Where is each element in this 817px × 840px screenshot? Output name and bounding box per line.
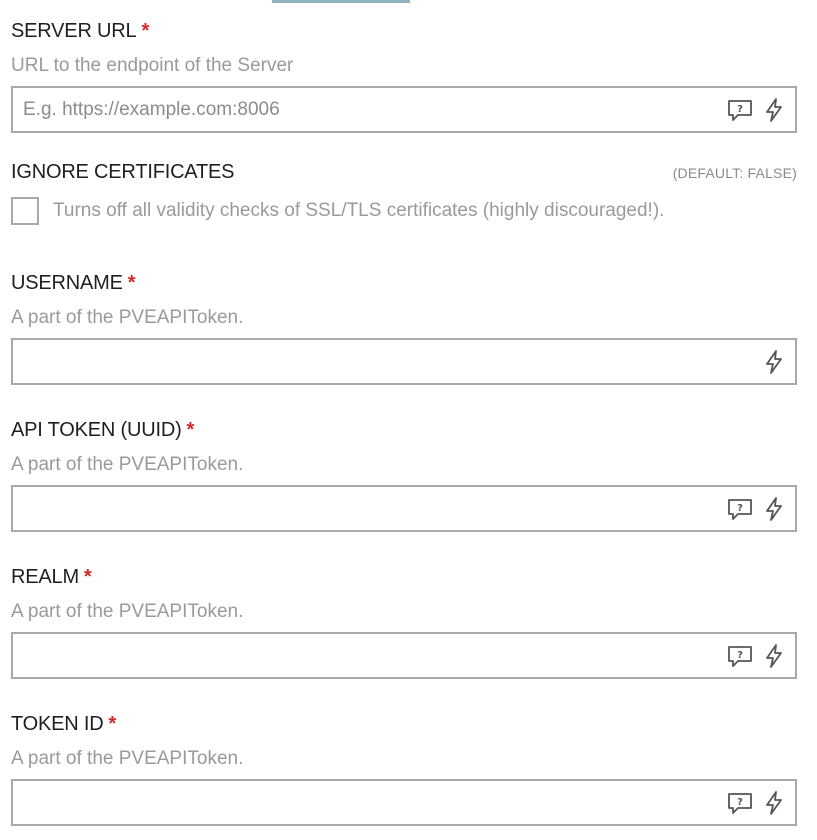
lightning-bolt-icon[interactable]	[761, 790, 787, 816]
lightning-bolt-icon[interactable]	[761, 349, 787, 375]
help-speech-bubble-icon[interactable]	[727, 97, 753, 123]
svg-text:?: ?	[737, 797, 743, 808]
help-speech-bubble-icon[interactable]	[727, 790, 753, 816]
username-label-text: USERNAME	[11, 272, 123, 294]
default-value-note: (DEFAULT: FALSE)	[672, 165, 797, 181]
api-token-label-row	[11, 419, 797, 443]
svg-text:?: ?	[737, 104, 743, 115]
lightning-bolt-icon[interactable]	[761, 496, 787, 522]
server-url-field	[11, 20, 797, 133]
svg-text:?: ?	[737, 650, 743, 661]
username-label	[11, 272, 135, 295]
lightning-bolt-icon[interactable]	[761, 643, 787, 669]
realm-label-text: REALM	[11, 566, 79, 588]
server-url-label-row	[11, 20, 797, 44]
required-star: *	[127, 272, 136, 294]
username-input-icons	[761, 349, 787, 375]
api-token-label	[11, 419, 194, 442]
realm-label	[11, 566, 92, 589]
realm-input[interactable]	[23, 634, 713, 677]
ignore-certificates-label-row	[11, 161, 797, 185]
realm-field	[11, 566, 797, 679]
server-url-label-text: SERVER URL	[11, 20, 137, 42]
server-url-input-box	[11, 86, 797, 133]
token-id-description: A part of the PVEAPIToken.	[11, 748, 244, 769]
api-token-description: A part of the PVEAPIToken.	[11, 454, 244, 475]
required-star: *	[141, 20, 150, 42]
active-tab-indicator	[272, 0, 410, 3]
username-field	[11, 272, 797, 385]
server-url-input-icons	[727, 97, 787, 123]
ignore-certificates-checkbox-row	[11, 195, 797, 227]
username-label-row	[11, 272, 797, 296]
username-input-box	[11, 338, 797, 385]
ignore-certificates-field	[11, 161, 797, 227]
token-id-label-row	[11, 713, 797, 737]
token-id-label	[11, 713, 116, 736]
ignore-certificates-checkbox-text[interactable]: Turns off all validity checks of SSL/TLS certificates (highly discouraged!).	[53, 200, 665, 221]
api-token-input-icons	[727, 496, 787, 522]
server-url-label	[11, 20, 149, 43]
ignore-certificates-checkbox[interactable]	[11, 197, 39, 225]
token-id-label-text: TOKEN ID	[11, 713, 104, 735]
ignore-certificates-label: IGNORE CERTIFICATES	[11, 161, 235, 183]
token-id-input-icons	[727, 790, 787, 816]
server-url-input[interactable]	[23, 88, 713, 131]
token-id-input-box	[11, 779, 797, 826]
required-star: *	[83, 566, 92, 588]
required-star: *	[186, 419, 195, 441]
realm-input-box	[11, 632, 797, 679]
help-speech-bubble-icon[interactable]	[727, 496, 753, 522]
help-speech-bubble-icon[interactable]	[727, 643, 753, 669]
required-star: *	[108, 713, 117, 735]
realm-label-row	[11, 566, 797, 590]
username-description: A part of the PVEAPIToken.	[11, 307, 244, 328]
api-token-input[interactable]	[23, 487, 713, 530]
realm-input-icons	[727, 643, 787, 669]
realm-description: A part of the PVEAPIToken.	[11, 601, 244, 622]
svg-text:?: ?	[737, 503, 743, 514]
lightning-bolt-icon[interactable]	[761, 97, 787, 123]
username-input[interactable]	[23, 340, 713, 383]
token-id-field	[11, 713, 797, 826]
token-id-input[interactable]	[23, 781, 713, 824]
server-url-description: URL to the endpoint of the Server	[11, 55, 294, 76]
api-token-label-text: API TOKEN (UUID)	[11, 419, 182, 441]
api-token-field	[11, 419, 797, 532]
api-token-input-box	[11, 485, 797, 532]
